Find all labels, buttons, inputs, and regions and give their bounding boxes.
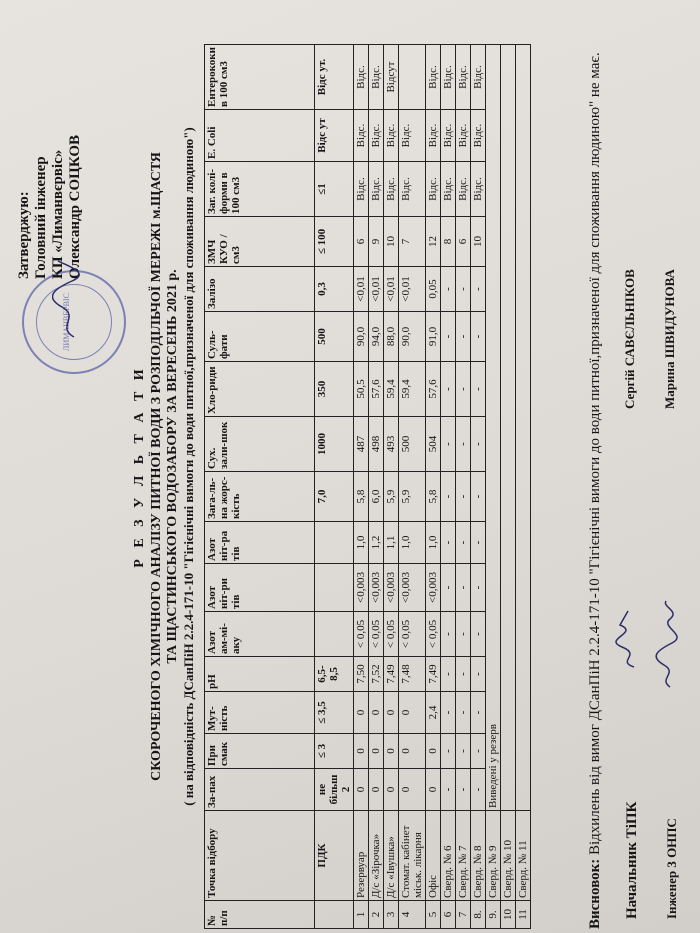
table-cell: 0,05	[426, 267, 441, 312]
table-cell: -	[456, 657, 471, 692]
table-cell: 0	[384, 769, 399, 811]
signature-1-name: Сергій САВЄЛЬНІКОВ	[622, 269, 637, 409]
table-cell: 2,4	[426, 692, 441, 734]
table-cell: <0,01	[369, 267, 384, 312]
table-cell: -	[471, 522, 486, 564]
table-cell: Відс.	[369, 110, 384, 162]
table-cell: 8	[441, 217, 456, 267]
table-cell: 7	[399, 217, 426, 267]
pdk-cell: 7,0	[315, 472, 354, 522]
table-row	[516, 45, 531, 929]
table-cell: -	[441, 312, 456, 362]
table-cell: Відс.	[456, 110, 471, 162]
table-cell: 7,52	[369, 657, 384, 692]
table-header-cell: Хло-риди	[205, 362, 315, 417]
table-cell: 0	[369, 734, 384, 769]
table-cell: <0,003	[354, 564, 369, 612]
table-cell: 5,8	[354, 472, 369, 522]
signature-1-title: Начальник ТіПК	[624, 801, 640, 919]
pdk-cell: ≤1	[315, 162, 354, 217]
pdk-cell: 6,5-8,5	[315, 657, 354, 692]
table-cell: < 0,05	[369, 612, 384, 657]
table-cell: 1,2	[369, 522, 384, 564]
table-cell: -	[471, 769, 486, 811]
conclusion-text: Відхилень від вимог ДСанПіН 2.2.4-171-10 "Гігієнічні вимоги до води питної,призначеної для споживання людиною" не має.	[587, 52, 603, 856]
approval-line-1: Затверджую:	[16, 191, 32, 279]
table-cell: Відс.	[441, 110, 456, 162]
table-cell: -	[441, 267, 456, 312]
table-cell: <0,003	[399, 564, 426, 612]
table-cell: Відс.	[354, 162, 369, 217]
table-cell: 0	[426, 769, 441, 811]
table-cell: 6	[441, 901, 456, 929]
table-cell: -	[441, 564, 456, 612]
table-header-cell: ЗМЧ КУО / см3	[205, 217, 315, 267]
table-cell: 0	[354, 769, 369, 811]
table-cell: < 0,05	[426, 612, 441, 657]
table-cell: 504	[426, 417, 441, 472]
pdk-cell: ПДК	[315, 811, 354, 901]
table-cell: 0	[354, 734, 369, 769]
table-row	[501, 45, 516, 929]
table-cell: <0,003	[369, 564, 384, 612]
signature-2-scribble	[652, 599, 682, 689]
table-cell: 6,0	[369, 472, 384, 522]
table-cell: Відс.	[369, 162, 384, 217]
table-cell: Сверд. № 6	[441, 811, 456, 901]
table-cell: 7,50	[354, 657, 369, 692]
table-header-cell: Заг. колі-форми в 100 см3	[205, 162, 315, 217]
table-header-cell: Точка відбору	[205, 811, 315, 901]
table-cell: Виведені у резерв	[486, 45, 501, 811]
table-cell: 1,0	[354, 522, 369, 564]
table-cell: -	[471, 734, 486, 769]
table-cell: 0	[399, 734, 426, 769]
table-cell: -	[456, 522, 471, 564]
table-cell: 59,4	[399, 362, 426, 417]
table-cell: -	[471, 564, 486, 612]
stamp-text: ЛИМАНВЕРВІС	[62, 293, 71, 351]
table-cell: 7,49	[426, 657, 441, 692]
table-cell: Офіс	[426, 811, 441, 901]
table-header-cell: Суль-фати	[205, 312, 315, 362]
table-cell: Відс.	[441, 45, 456, 110]
table-cell: 1,0	[399, 522, 426, 564]
pdk-cell	[315, 522, 354, 564]
table-cell: 94,0	[369, 312, 384, 362]
table-cell: Відс.	[471, 110, 486, 162]
table-cell: -	[456, 417, 471, 472]
table-row	[399, 45, 426, 929]
table-cell: 10	[384, 217, 399, 267]
rotated-document	[4, 4, 696, 929]
table-cell: Сверд. № 11	[516, 811, 531, 901]
table-cell: 0	[369, 692, 384, 734]
table-cell: 10	[501, 901, 516, 929]
table-cell: Резервуар	[354, 811, 369, 901]
table-cell: 0	[384, 692, 399, 734]
table-cell: 0	[369, 769, 384, 811]
table-cell: 57,6	[369, 362, 384, 417]
pdk-cell	[315, 612, 354, 657]
table-cell: 5,9	[399, 472, 426, 522]
table-cell: -	[456, 472, 471, 522]
table-cell: <0,01	[384, 267, 399, 312]
table-cell: 9.	[486, 901, 501, 929]
table-cell: 91,0	[426, 312, 441, 362]
table-header-cell: За-пах	[205, 769, 315, 811]
table-cell: Сверд. № 9	[486, 811, 501, 901]
table-cell: Відс.	[456, 45, 471, 110]
doc-title: Р Е З У Л Ь Т А Т И	[132, 365, 147, 568]
table-cell: Відс.	[399, 162, 426, 217]
pdk-cell: Відс ут.	[315, 45, 354, 110]
table-header-cell: Азот ніт-ра тів	[205, 522, 315, 564]
table-cell	[399, 45, 426, 110]
table-cell: 1,1	[384, 522, 399, 564]
pdk-cell: 0,3	[315, 267, 354, 312]
table-cell: 7	[456, 901, 471, 929]
table-cell: -	[471, 417, 486, 472]
table-cell: 50,5	[354, 362, 369, 417]
table-cell: Сверд. № 7	[456, 811, 471, 901]
table-header-cell: № п/п	[205, 901, 315, 929]
table-cell: 90,0	[354, 312, 369, 362]
results-table	[204, 44, 531, 929]
table-cell: Стомат. кабінет міськ. лікарня	[399, 811, 426, 901]
table-cell: -	[441, 417, 456, 472]
table-cell: 10	[471, 217, 486, 267]
table-cell: -	[456, 362, 471, 417]
table-cell: -	[456, 564, 471, 612]
table-cell: Сверд. № 10	[501, 811, 516, 901]
doc-subtitle-2: ТА ЩАСТИНСЬКОГО ВОДОЗАБОРУ ЗА ВЕРЕСЕНЬ 2021 р.	[165, 269, 180, 664]
table-header-cell: Мут-ність	[205, 692, 315, 734]
table-row	[486, 45, 501, 929]
table-row	[384, 45, 399, 929]
table-cell: Відс.	[471, 45, 486, 110]
doc-subtitle: СКОРОЧЕНОГО ХІМІЧНОГО АНАЛІЗУ ПИТНОЇ ВОДИ З РОЗПОДІЛЬЧОЇ МЕРЕЖІ м.ЩАСТЯ	[149, 152, 164, 781]
pdk-cell: ≤ 100	[315, 217, 354, 267]
table-row	[369, 45, 384, 929]
table-cell: Відс.	[384, 162, 399, 217]
table-row	[354, 45, 369, 929]
pdk-cell	[315, 564, 354, 612]
table-cell: 4	[399, 901, 426, 929]
table-cell: -	[471, 362, 486, 417]
table-cell: 3	[384, 901, 399, 929]
table-header-cell: E. Coli	[205, 110, 315, 162]
table-header-cell: Залізо	[205, 267, 315, 312]
table-cell: 500	[399, 417, 426, 472]
table-cell: -	[456, 267, 471, 312]
pdk-cell	[315, 901, 354, 929]
table-header-cell: рН	[205, 657, 315, 692]
table-cell: 0	[426, 734, 441, 769]
conclusion-label: Висновок:	[587, 858, 603, 929]
table-cell	[516, 45, 531, 811]
table-cell: -	[456, 692, 471, 734]
table-cell: < 0,05	[399, 612, 426, 657]
table-cell: Відс.	[384, 110, 399, 162]
table-header-cell: Азот ніт-ри тів	[205, 564, 315, 612]
table-cell: -	[456, 769, 471, 811]
table-cell: 7,49	[384, 657, 399, 692]
table-header-cell: Сух. зали-шок	[205, 417, 315, 472]
table-cell: Сверд. № 8	[471, 811, 486, 901]
table-cell: 1,0	[426, 522, 441, 564]
table-cell: 59,4	[384, 362, 399, 417]
table-cell: -	[456, 734, 471, 769]
table-cell: 57,6	[426, 362, 441, 417]
approval-line-3: КП «Лиманвєрвіс»	[50, 149, 66, 279]
table-cell: 487	[354, 417, 369, 472]
table-cell: < 0,05	[384, 612, 399, 657]
table-cell: 9	[369, 217, 384, 267]
signature-2-name: Марина ШВИДУНОВА	[662, 269, 677, 409]
table-cell: Відс.	[426, 110, 441, 162]
pdk-cell: 1000	[315, 417, 354, 472]
conclusion	[587, 52, 604, 929]
approval-line-4: Олександр СОЦКОВ	[67, 134, 83, 279]
table-cell: -	[441, 472, 456, 522]
table-row	[441, 45, 456, 929]
table-cell: -	[441, 692, 456, 734]
table-cell: Відсут	[384, 45, 399, 110]
table-cell: -	[471, 612, 486, 657]
table-cell: Відс.	[441, 162, 456, 217]
table-cell: 5,9	[384, 472, 399, 522]
table-cell: Відс.	[456, 162, 471, 217]
table-cell: Відс.	[426, 162, 441, 217]
approval-signature	[52, 259, 82, 339]
table-cell: Д/с «Зірочка»	[369, 811, 384, 901]
table-header-cell: При смак	[205, 734, 315, 769]
table-cell: 12	[426, 217, 441, 267]
table-cell: -	[441, 362, 456, 417]
table-cell: 0	[384, 734, 399, 769]
table-cell: < 0,05	[354, 612, 369, 657]
table-cell: -	[471, 692, 486, 734]
table-cell: -	[441, 734, 456, 769]
pdk-cell: 350	[315, 362, 354, 417]
table-cell: Відс.	[354, 45, 369, 110]
table-header-row	[205, 45, 315, 929]
signature-1-scribble	[614, 609, 644, 669]
table-row	[471, 45, 486, 929]
table-cell: 0	[354, 692, 369, 734]
table-cell: 90,0	[399, 312, 426, 362]
table-cell: -	[441, 612, 456, 657]
table-cell: -	[471, 472, 486, 522]
table-row	[426, 45, 441, 929]
table-cell: -	[456, 312, 471, 362]
table-cell: 6	[456, 217, 471, 267]
table-cell: 8.	[471, 901, 486, 929]
pdk-row	[315, 45, 354, 929]
table-cell: -	[471, 312, 486, 362]
table-cell: 7,48	[399, 657, 426, 692]
table-cell: Відс.	[426, 45, 441, 110]
table-header-cell: Азот ам-мі-аку	[205, 612, 315, 657]
pdk-cell: ≤ 3	[315, 734, 354, 769]
table-cell: Відс.	[471, 162, 486, 217]
table-cell: 1	[354, 901, 369, 929]
table-cell: 11	[516, 901, 531, 929]
table-cell: -	[441, 769, 456, 811]
table-cell: 5	[426, 901, 441, 929]
table-cell: <0,01	[399, 267, 426, 312]
table-cell: 493	[384, 417, 399, 472]
table-row	[456, 45, 471, 929]
table-cell: 0	[399, 769, 426, 811]
approval-block	[16, 9, 84, 279]
table-cell: <0,003	[384, 564, 399, 612]
pdk-cell: ≤ 3,5	[315, 692, 354, 734]
table-cell: 6	[354, 217, 369, 267]
table-cell: Відс.	[369, 45, 384, 110]
table-cell: 0	[399, 692, 426, 734]
table-cell: 2	[369, 901, 384, 929]
pdk-cell: не більш 2	[315, 769, 354, 811]
signature-2-title: Інженер 3 ОНПС	[664, 818, 679, 919]
table-header-cell: Зага-ль-на жорс-кість	[205, 472, 315, 522]
table-cell: <0,01	[354, 267, 369, 312]
pdk-cell: Відс ут	[315, 110, 354, 162]
table-header-cell: Ентерококи в 100 см3	[205, 45, 315, 110]
table-cell: -	[441, 657, 456, 692]
table-cell: Відс.	[399, 110, 426, 162]
table-cell: <0,003	[426, 564, 441, 612]
table-cell: 5,8	[426, 472, 441, 522]
table-cell: 498	[369, 417, 384, 472]
doc-compliance-note: ( на відповідність ДСанПіН 2.2.4-171-10 "Гігієнічні вимоги до води питної,призначеної для споживання людиною")	[181, 127, 196, 806]
approval-line-2: Головний інженер	[33, 156, 49, 279]
table-cell: Відс.	[354, 110, 369, 162]
table-cell	[501, 45, 516, 811]
table-cell: -	[471, 657, 486, 692]
table-cell: 88,0	[384, 312, 399, 362]
table-cell: -	[471, 267, 486, 312]
table-cell: -	[441, 522, 456, 564]
table-cell: -	[456, 612, 471, 657]
pdk-cell: 500	[315, 312, 354, 362]
table-cell: Д/с «Івушка»	[384, 811, 399, 901]
